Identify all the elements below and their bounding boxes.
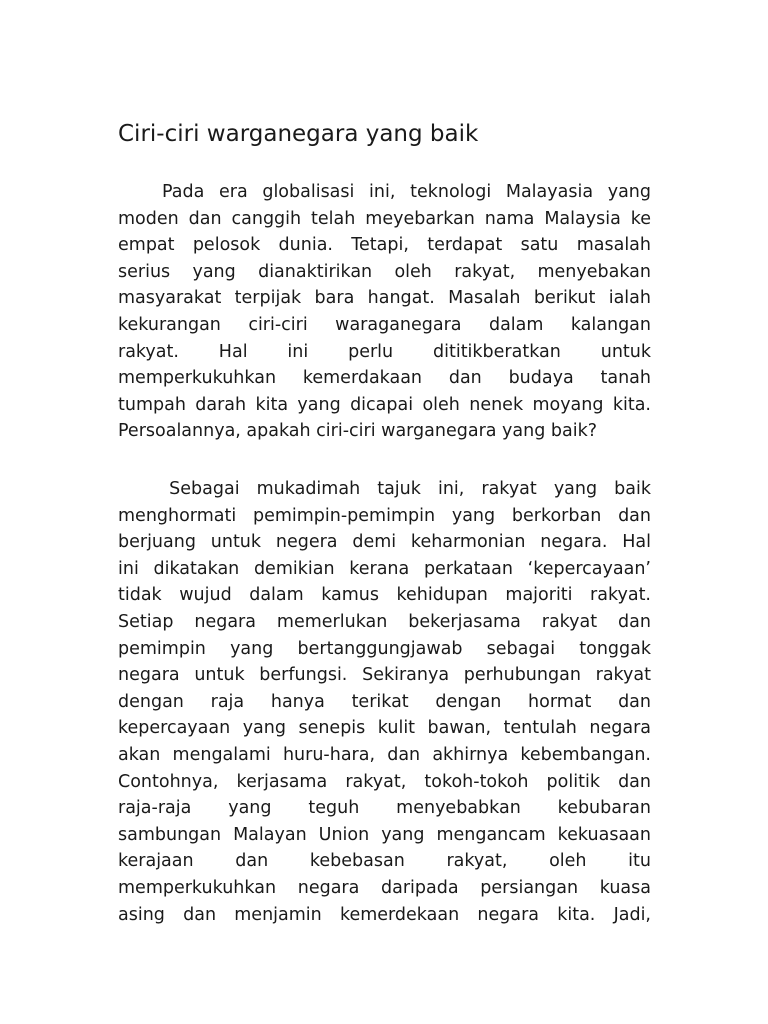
paragraph-line: raja-raja yang teguh menyebabkan kebubaran [118,798,651,819]
paragraph-1 [118,179,651,445]
paragraph-line: kerajaan dan kebebasan rakyat, oleh itu [118,851,651,872]
paragraph-line: memperkukuhkan kemerdakaan dan budaya tanah [118,368,651,389]
paragraph-line: rakyat. Hal ini perlu dititikberatkan untuk [118,341,651,362]
paragraph-line: Setiap negara memerlukan bekerjasama rakyat dan [118,611,651,632]
paragraph-line: menghormati pemimpin-pemimpin yang berkorban dan [118,505,651,526]
paragraph-line: negara untuk berfungsi. Sekiranya perhubungan rakyat [118,665,651,686]
paragraph-line: sambungan Malayan Union yang mengancam kekuasaan [118,824,651,845]
paragraph-line: kepercayaan yang senepis kulit bawan, tentulah negara [118,718,651,739]
paragraph-line: Pada era globalisasi ini, teknologi Malayasia yang [118,182,651,202]
paragraph-line: tumpah darah kita yang dicapai oleh nenek moyang kita. [118,394,651,415]
paragraph-line: asing dan menjamin kemerdekaan negara kita. Jadi, [118,904,651,925]
paragraph-line: moden dan canggih telah meyebarkan nama Malaysia ke [118,208,651,229]
paragraph-2 [118,476,651,928]
paragraph-line: memperkukuhkan negara daripada persiangan kuasa [118,877,651,898]
paragraph-line: pemimpin yang bertanggungjawab sebagai tonggak [118,638,651,659]
paragraph-line: Contohnya, kerjasama rakyat, tokoh-tokoh politik dan [118,771,651,792]
paragraph-line: berjuang untuk negera demi keharmonian negara. Hal [118,532,651,553]
paragraph-line: empat pelosok dunia. Tetapi, terdapat satu masalah [118,235,651,256]
document-title: Ciri-ciri warganegara yang baik [118,121,479,147]
paragraph-line: dengan raja hanya terikat dengan hormat dan [118,691,651,712]
paragraph-line: masyarakat terpijak bara hangat. Masalah berikut ialah [118,288,651,309]
paragraph-line: serius yang dianaktirikan oleh rakyat, menyebakan [118,261,651,282]
paragraph-line: Persoalannya, apakah ciri-ciri warganegara yang baik? [118,421,598,442]
paragraph-line: tidak wujud dalam kamus kehidupan majoriti rakyat. [118,585,651,606]
paragraph-line: ini dikatakan demikian kerana perkataan ‘kepercayaan’ [118,558,651,579]
paragraph-line: Sebagai mukadimah tajuk ini, rakyat yang baik [118,479,651,499]
paragraph-line: kekurangan ciri-ciri waraganegara dalam kalangan [118,314,651,335]
paragraph-line: akan mengalami huru-hara, dan akhirnya kebembangan. [118,744,651,765]
